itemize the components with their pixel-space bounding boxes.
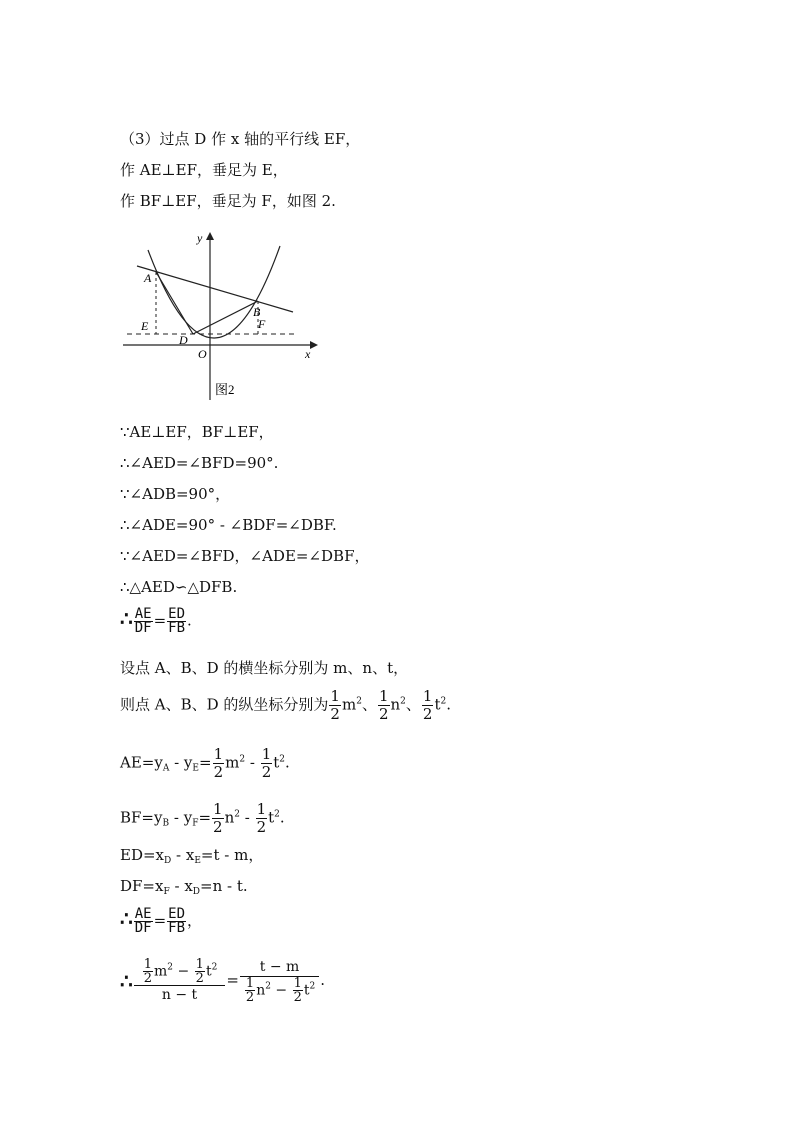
label-f: F	[258, 317, 266, 331]
setup-line-1: 设点 A、B、D 的横坐标分别为 m、n、t，	[120, 659, 409, 677]
label-e: E	[141, 319, 149, 333]
x-axis-arrow	[310, 341, 318, 349]
label-y: y	[197, 231, 203, 245]
final-equation: ∴ $\frac{1}{2}$ $m^2$ − $\frac{1}{2}$ $t^2$ n − t = t − m $\frac{1}{2}$ $n^2$ − $\frac{1}{2}$ $t^2$ .	[120, 957, 326, 1005]
label-d: D	[179, 333, 188, 347]
intro-line-1: （3）过点 D 作 x 轴的平行线 EF，	[120, 130, 361, 148]
figure-caption: 图2	[215, 382, 235, 397]
label-b: B	[253, 305, 261, 319]
final-left-fraction: $\frac{1}{2}$ $m^2$ − $\frac{1}{2}$ $t^2$ n − t	[134, 958, 226, 1004]
label-x: x	[305, 347, 311, 361]
figure-2	[115, 228, 325, 408]
proof-step-6: ∴△AED∽△DFB.	[120, 578, 238, 596]
ae-equation: $AE=y_A - y_E=$ $\frac{1}{2}$ $m^2$ - $\frac{1}{2}$ $t^2$.	[120, 745, 290, 781]
final-right-fraction: t − m $\frac{1}{2}$ $n^2$ − $\frac{1}{2}$ $t^2$	[240, 958, 319, 1004]
intro-line-3: 作 BF⊥EF，垂足为 F，如图 2.	[120, 192, 336, 210]
ratio-line-2: ∴ $\frac{AE}{DF}$ = $\frac{ED}{FB}$ ，	[120, 906, 203, 936]
proof-step-4: ∴∠ADE=90° - ∠BDF=∠DBF.	[120, 516, 337, 534]
fraction-ae-df: $\frac{AE}{DF}$	[134, 606, 152, 636]
ratio-line-1: ∴ $\frac{AE}{DF}$ = $\frac{ED}{FB}$ .	[120, 606, 192, 636]
proof-step-2: ∴∠AED=∠BFD=90°.	[120, 454, 279, 472]
proof-step-3: ∵∠ADB=90°，	[120, 485, 231, 503]
intro-line-2: 作 AE⊥EF，垂足为 E，	[120, 161, 288, 179]
proof-step-5: ∵∠AED=∠BFD，∠ADE=∠DBF，	[120, 547, 370, 565]
ed-equation: $ED=x_D - x_E=t - m$，	[120, 846, 264, 866]
fraction-ed-fb: $\frac{ED}{FB}$	[168, 606, 186, 636]
segment-db	[193, 301, 258, 334]
df-equation: $DF=x_F - x_D=n - t$.	[120, 877, 248, 897]
label-a: A	[144, 271, 152, 285]
y-axis-arrow	[206, 232, 214, 240]
bf-equation: $BF=y_B - y_F=$ $\frac{1}{2}$ $n^2$ - $\frac{1}{2}$ $t^2$.	[120, 800, 285, 836]
setup-line-2: 则点 A、B、D 的纵坐标分别为 $\frac{1}{2}$ $m^2$、 $\frac{1}{2}$ $n^2$、 $\frac{1}{2}$ $t^2$.	[120, 687, 452, 723]
proof-step-1: ∵AE⊥EF，BF⊥EF，	[120, 423, 274, 441]
label-o: O	[198, 347, 207, 361]
